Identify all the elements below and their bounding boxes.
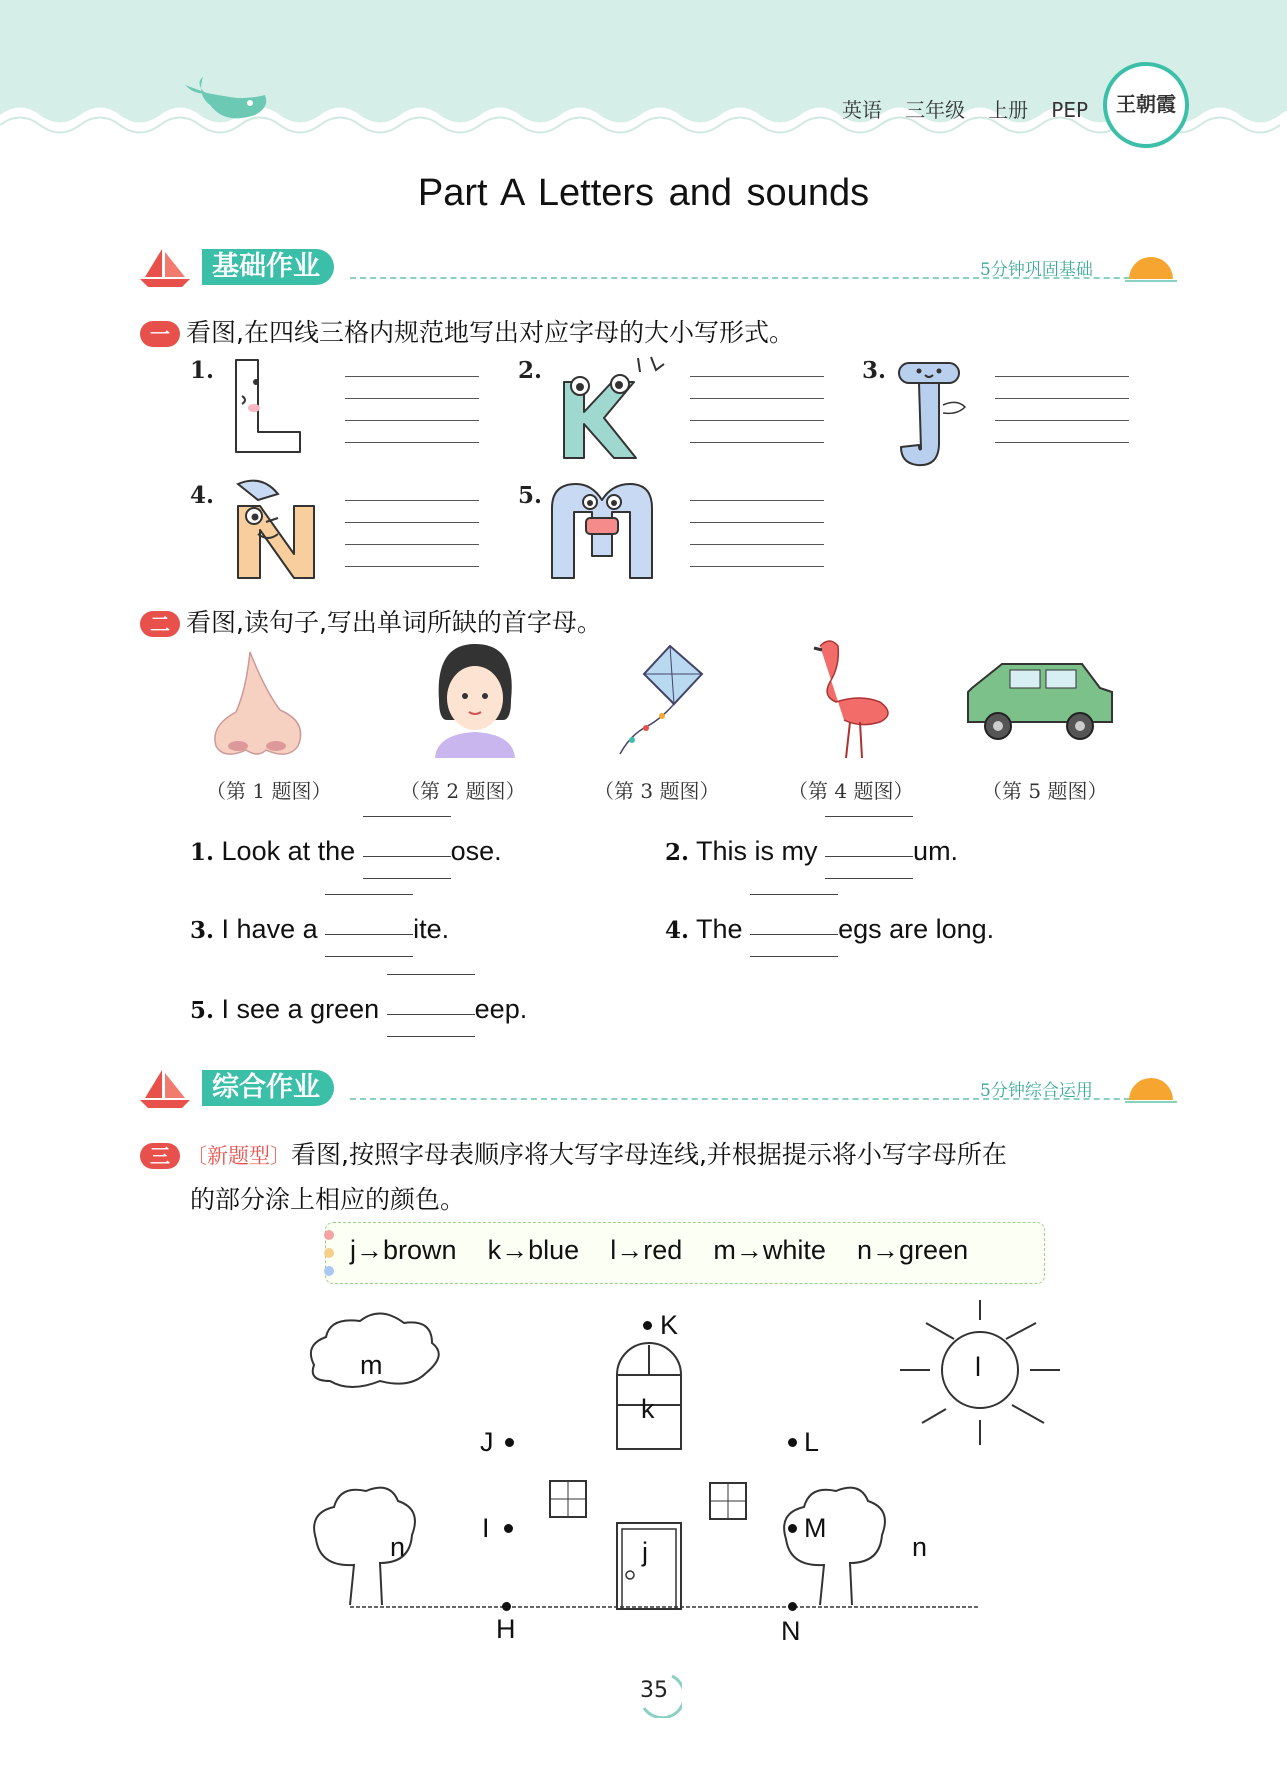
answer-blank[interactable]: [825, 830, 913, 860]
jeep-picture: [962, 658, 1122, 746]
tree-left-letter: n: [390, 1532, 406, 1562]
sun-letter: l: [975, 1352, 981, 1382]
door-letter: j: [642, 1537, 648, 1567]
sentence-text: ose.: [450, 836, 502, 866]
new-type-tag: 〔新题型〕: [186, 1144, 291, 1168]
dot-label-n: N: [781, 1616, 801, 1646]
sentence-1: [190, 830, 502, 867]
question-2-heading: [140, 603, 602, 639]
answer-blank[interactable]: [325, 908, 413, 938]
picture-caption: （第 4 题图）: [788, 779, 914, 803]
page-title: Part A Letters and sounds: [417, 172, 870, 214]
writing-lines-4[interactable]: [345, 500, 479, 566]
sentence-2: [665, 830, 958, 867]
sentence-number: 2.: [665, 839, 690, 866]
writing-lines-1[interactable]: [345, 376, 479, 442]
item-number: 2.: [518, 357, 543, 384]
dot-i[interactable]: [504, 1524, 513, 1533]
sunrise-icon: [1125, 253, 1177, 283]
dot-m[interactable]: [788, 1524, 797, 1533]
question-3-heading: [140, 1133, 1180, 1222]
letter-j-character: [895, 355, 975, 470]
dot-label-m: M: [804, 1513, 827, 1543]
question-3-text: 看图,按照字母表顺序将大写字母连线,并根据提示将小写字母所在: [291, 1140, 1007, 1169]
sentence-4: [665, 908, 994, 945]
sentence-text: Look at the: [221, 836, 363, 866]
picture-caption: （第 5 题图）: [982, 779, 1108, 803]
sentence-number: 1.: [190, 839, 215, 866]
answer-blank[interactable]: [387, 988, 475, 1018]
subject-label: 英语: [842, 98, 882, 122]
dot-label-l: L: [804, 1427, 820, 1457]
picture-caption: （第 3 题图）: [594, 779, 720, 803]
sentence-number: 5.: [190, 997, 215, 1024]
sentence-5: [190, 988, 527, 1025]
kite-picture: [610, 640, 710, 760]
dot-label-j: J: [480, 1427, 494, 1457]
item-number: 4.: [190, 482, 215, 509]
nose-picture: [210, 650, 310, 760]
color-hint-box: [325, 1222, 1045, 1284]
question-1-badge: 一: [140, 321, 180, 347]
mom-picture: [425, 640, 525, 760]
question-2-badge: 二: [140, 611, 180, 637]
sentence-number: 3.: [190, 917, 215, 944]
question-1-text: 看图,在四线三格内规范地写出对应字母的大小写形式。: [186, 318, 794, 347]
hint-item: m→white: [713, 1235, 826, 1265]
dot-label-h: H: [496, 1614, 516, 1644]
cloud-letter: m: [360, 1350, 383, 1380]
hint-item: k→blue: [487, 1235, 580, 1265]
writing-lines-3[interactable]: [995, 376, 1129, 442]
sentence-text: um.: [913, 836, 959, 866]
question-1-heading: [140, 313, 794, 349]
section-tagline: 5分钟巩固基础: [980, 260, 1093, 280]
letter-k-character: [556, 352, 666, 462]
sentence-text: ite.: [413, 914, 450, 944]
sentence-text: The: [696, 914, 751, 944]
dot-label-k: K: [660, 1310, 679, 1340]
question-3-text-cont: 的部分涂上相应的颜色。: [190, 1185, 466, 1214]
page-number: 35: [640, 1678, 668, 1703]
volume-label: 上册: [988, 98, 1029, 122]
item-number: 5.: [518, 482, 543, 509]
sunrise-icon: [1125, 1074, 1177, 1104]
writing-lines-2[interactable]: [690, 376, 824, 442]
sentence-text: I have a: [221, 914, 326, 944]
sentence-3: [190, 908, 449, 945]
item-number: 3.: [862, 357, 887, 384]
brand-logo-text: 王朝霞: [1116, 92, 1176, 116]
dot-k[interactable]: [643, 1321, 652, 1330]
tree-right-letter: n: [912, 1532, 928, 1562]
sentence-text: This is my: [696, 836, 826, 866]
answer-blank[interactable]: [750, 908, 838, 938]
question-2-text: 看图,读句子,写出单词所缺的首字母。: [186, 608, 602, 637]
letter-n-character: [228, 478, 328, 588]
answer-blank[interactable]: [363, 830, 451, 860]
door-shape: [617, 1523, 681, 1609]
sentence-text: eep.: [474, 994, 528, 1024]
letter-m-character: [546, 478, 661, 588]
sentence-number: 4.: [665, 917, 690, 944]
dot-label-i: I: [482, 1513, 490, 1543]
section-label: 基础作业: [202, 249, 334, 285]
section-label: 综合作业: [202, 1070, 334, 1106]
tree-right-shape: [784, 1488, 885, 1605]
section-tagline: 5分钟综合运用: [980, 1081, 1093, 1101]
edition-label: PEP: [1051, 98, 1089, 122]
bead-decoration: [322, 1229, 336, 1279]
sailboat-icon: [140, 247, 195, 289]
picture-caption: （第 1 题图）: [206, 779, 332, 803]
sentence-text: egs are long.: [838, 914, 995, 944]
letter-l-character: [228, 352, 308, 457]
item-number: 1.: [190, 357, 215, 384]
whale-icon: [175, 75, 275, 135]
section-banner-comprehensive: [140, 1068, 1175, 1108]
book-info: [842, 94, 1106, 123]
dot-j[interactable]: [505, 1438, 514, 1447]
writing-lines-5[interactable]: [690, 500, 824, 566]
section-banner-basic: [140, 247, 1175, 287]
dot-h[interactable]: [502, 1602, 511, 1611]
hint-item: l→red: [610, 1235, 683, 1265]
hint-item: n→green: [857, 1235, 969, 1265]
question-3-badge: 三: [140, 1143, 180, 1169]
connect-dots-scene[interactable]: [300, 1295, 1080, 1655]
roof-letter: k: [641, 1394, 655, 1424]
dot-l[interactable]: [788, 1438, 797, 1447]
grade-label: 三年级: [905, 98, 966, 122]
sailboat-icon: [140, 1068, 195, 1110]
hint-item: j→brown: [350, 1235, 457, 1265]
dot-n[interactable]: [788, 1602, 797, 1611]
hint-list: [350, 1235, 994, 1266]
flamingo-picture: [800, 636, 900, 761]
sentence-text: I see a green: [221, 994, 387, 1024]
brand-logo: [1103, 62, 1189, 148]
picture-caption: （第 2 题图）: [400, 779, 526, 803]
